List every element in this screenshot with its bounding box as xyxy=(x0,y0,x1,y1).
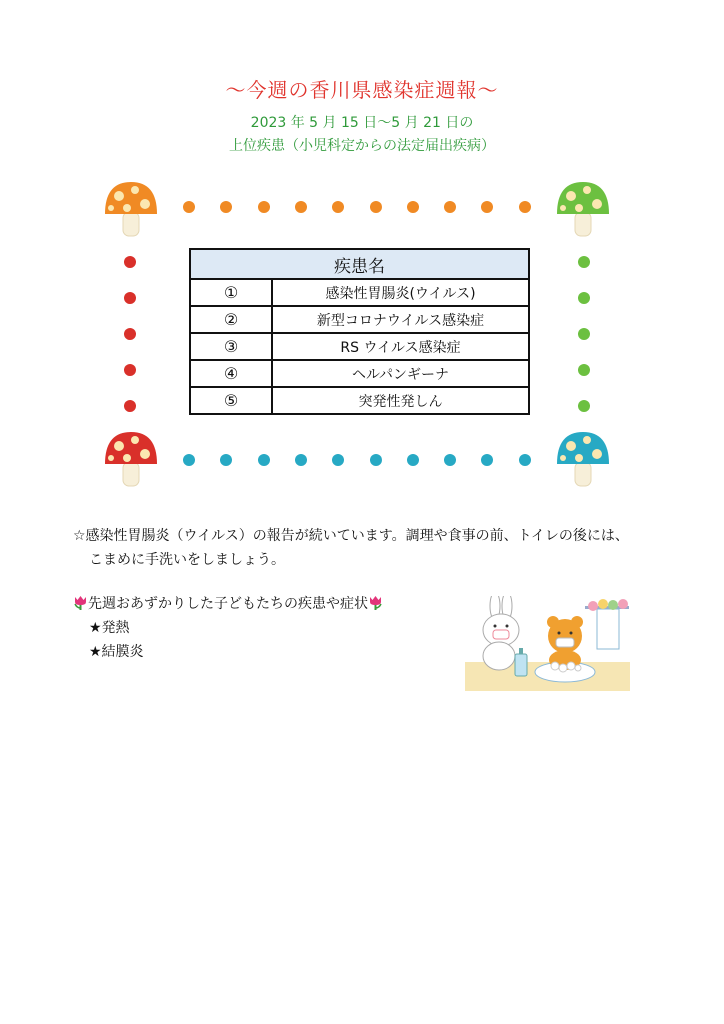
frame-dot-bottom xyxy=(295,454,307,466)
frame-dot-top xyxy=(444,201,456,213)
handwashing-animals-illustration xyxy=(465,596,630,691)
rank-cell: ① xyxy=(190,279,272,306)
rank-cell: ⑤ xyxy=(190,387,272,414)
frame-dot-bottom xyxy=(481,454,493,466)
table-row xyxy=(190,387,529,414)
frame-dot-top xyxy=(258,201,270,213)
disease-name-cell: 感染性胃腸炎(ウイルス) xyxy=(272,279,529,306)
table-row xyxy=(190,306,529,333)
frame-dot-right xyxy=(578,400,590,412)
frame-dot-bottom xyxy=(332,454,344,466)
frame-dot-top xyxy=(332,201,344,213)
frame-dot-top xyxy=(370,201,382,213)
frame-dot-bottom xyxy=(370,454,382,466)
disease-name-cell: 新型コロナウイルス感染症 xyxy=(272,306,529,333)
disease-name-cell: ヘルパンギーナ xyxy=(272,360,529,387)
tulip-icon xyxy=(73,595,88,611)
rank-cell: ② xyxy=(190,306,272,333)
notice-text xyxy=(73,524,673,572)
disease-name-cell: RS ウイルス感染症 xyxy=(272,333,529,360)
symptom-item: ★結膜炎 xyxy=(89,644,144,660)
frame-dot-top xyxy=(481,201,493,213)
frame-dot-right xyxy=(578,364,590,376)
nursery-heading-text: 先週おあずかりした子どもたちの疾患や症状 xyxy=(88,596,368,612)
symptom-item: ★発熱 xyxy=(89,620,130,636)
frame-dot-top xyxy=(183,201,195,213)
frame-dot-right xyxy=(578,328,590,340)
disease-name-cell: 突発性発しん xyxy=(272,387,529,414)
frame-dot-top xyxy=(519,201,531,213)
table-header: 疾患名 xyxy=(190,249,529,279)
frame-dot-top xyxy=(407,201,419,213)
frame-dot-bottom xyxy=(183,454,195,466)
page-title: ～今週の香川県感染症週報～ xyxy=(225,78,499,102)
frame-dot-right xyxy=(578,292,590,304)
frame-dot-bottom xyxy=(519,454,531,466)
report-description: 上位疾患（小児科定からの法定届出疾病） xyxy=(229,138,495,154)
teal-mushroom-icon xyxy=(553,428,613,492)
rank-cell: ④ xyxy=(190,360,272,387)
table-row xyxy=(190,333,529,360)
frame-dot-left xyxy=(124,292,136,304)
frame-dot-left xyxy=(124,328,136,340)
frame-dot-left xyxy=(124,256,136,268)
tulip-icon xyxy=(368,595,383,611)
disease-table xyxy=(189,248,530,415)
frame-dot-bottom xyxy=(258,454,270,466)
frame-dot-bottom xyxy=(407,454,419,466)
table-row xyxy=(190,360,529,387)
frame-dot-top xyxy=(295,201,307,213)
rank-cell: ③ xyxy=(190,333,272,360)
frame-dot-top xyxy=(220,201,232,213)
green-mushroom-icon xyxy=(553,178,613,242)
table-row xyxy=(190,279,529,306)
nursery-section xyxy=(73,592,383,664)
frame-dot-left xyxy=(124,400,136,412)
notice-line-2: こまめに手洗いをしましょう。 xyxy=(89,552,285,568)
frame-dot-bottom xyxy=(444,454,456,466)
frame-dot-bottom xyxy=(220,454,232,466)
frame-dot-left xyxy=(124,364,136,376)
date-range: 2023 年 5 月 15 日～5 月 21 日の xyxy=(250,115,474,131)
notice-line-1: ☆感染性胃腸炎（ウイルス）の報告が続いています。調理や食事の前、トイレの後には、 xyxy=(73,528,629,544)
nursery-heading xyxy=(73,592,383,616)
frame-dot-right xyxy=(578,256,590,268)
red-mushroom-icon xyxy=(101,428,161,492)
orange-mushroom-icon xyxy=(101,178,161,242)
